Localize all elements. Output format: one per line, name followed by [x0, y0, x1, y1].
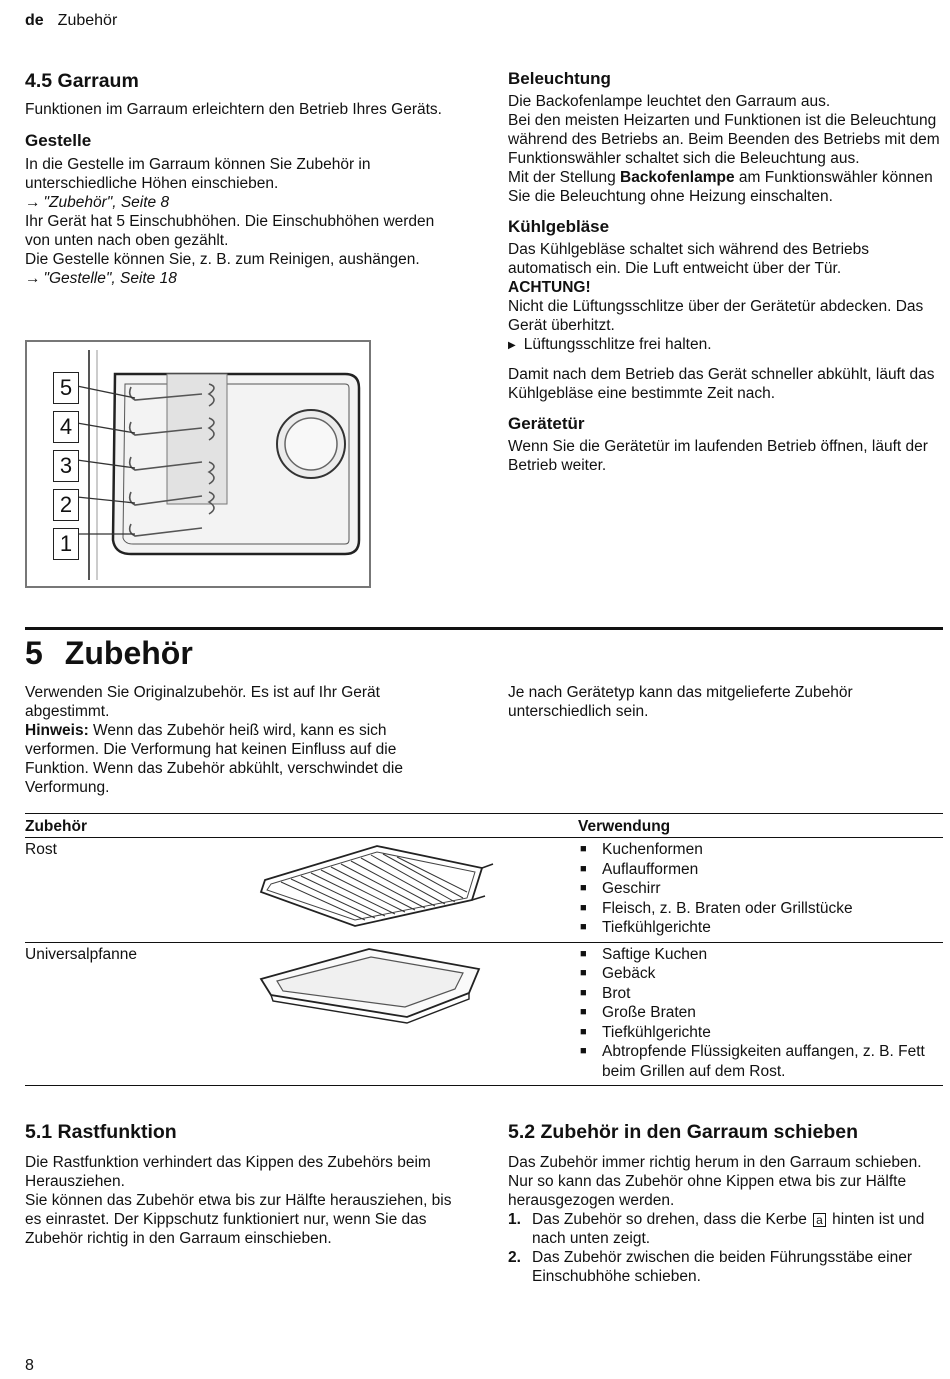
- section-intro: Funktionen im Garraum erleichtern den Betrieb Ihres Geräts.: [25, 101, 442, 118]
- gestelle-ref-1[interactable]: [25, 193, 455, 212]
- beleuchtung-text-3: [508, 168, 943, 206]
- chapter-hint: [25, 721, 457, 797]
- list-item: ■ Abtropfende Flüssigkeiten auffangen, z. B. Fett beim Grillen auf dem Rost.: [578, 1042, 943, 1081]
- schieben-text: Das Zubehör immer richtig herum in den Garraum schieben. Nur so kann das Zubehör ohne Kippen etwa bis zur Hälfte herausgezogen werden.: [508, 1154, 922, 1209]
- gestelle-title: Gestelle: [25, 131, 92, 150]
- chapter-text-1: Verwenden Sie Originalzubehör. Es ist auf Ihr Gerät abgestimmt.: [25, 684, 380, 720]
- section-5-2: [508, 1120, 943, 1286]
- rost-drawing: [257, 840, 557, 930]
- rast-text-1: Die Rastfunktion verhindert das Kippen des Zubehörs beim Herausziehen.: [25, 1154, 431, 1190]
- triangle-right-icon: ▶: [508, 340, 516, 351]
- beleuchtung-text-1: Die Backofenlampe leuchtet den Garraum aus.: [508, 93, 831, 110]
- section-4-5: [25, 69, 455, 288]
- section-title: 4.5 Garraum: [25, 70, 139, 92]
- uses-list: [578, 945, 943, 1082]
- ref-link-gestelle[interactable]: "Gestelle", Seite 18: [43, 270, 177, 287]
- gestelle-ref-2[interactable]: [25, 269, 455, 288]
- rack-level-labels: [53, 372, 79, 560]
- accessory-uses: [578, 838, 943, 943]
- uses-list: [578, 840, 943, 938]
- kuehl-text-2: Nicht die Lüftungsschlitze über der Gerätetür abdecken. Das Gerät überhitzt.: [508, 298, 924, 334]
- backofenlampe-term: Backofenlampe: [620, 169, 735, 186]
- col-header-zubehoer: Zubehör: [25, 814, 578, 838]
- tuer-text: Wenn Sie die Gerätetür im laufenden Betrieb öffnen, läuft der Betrieb weiter.: [508, 438, 928, 474]
- beleuchtung-text-3c: am Funktionswähler können Sie die Beleuchtung ohne Heizung einschalten.: [508, 169, 933, 205]
- list-item: ■ Große Braten: [578, 1003, 943, 1023]
- list-item: ■ Auflaufformen: [578, 860, 943, 880]
- arrow-right-icon: →: [25, 194, 41, 211]
- beleuchtung-title: Beleuchtung: [508, 69, 611, 88]
- chapter-title-text: Zubehör: [64, 635, 193, 671]
- arrow-right-icon: →: [25, 270, 41, 287]
- accessory-name: Universalpfanne: [25, 942, 257, 1086]
- col-header-verwendung: Verwendung: [578, 814, 943, 838]
- gestelle-text-2: Ihr Gerät hat 5 Einschubhöhen. Die Einschubhöhen werden von unten nach oben gezählt.: [25, 213, 435, 249]
- section-title: 5.2 Zubehör in den Garraum schieben: [508, 1121, 859, 1143]
- chapter-number: 5: [25, 635, 43, 671]
- steps-list: [508, 1210, 943, 1286]
- list-item: ■ Fleisch, z. B. Braten oder Grillstücke: [578, 899, 943, 919]
- step-text: Das Zubehör zwischen die beiden Führungsstäbe einer Einschubhöhe schieben.: [532, 1249, 912, 1285]
- rack-level-2: 2: [53, 489, 79, 521]
- rack-level-5: 5: [53, 372, 79, 404]
- step-text: hinten ist und nach unten zeigt.: [532, 1211, 925, 1247]
- chapter-title: [25, 634, 193, 672]
- list-item: ■ Tiefkühlgerichte: [578, 918, 943, 938]
- accessories-table: [25, 813, 943, 1086]
- chapter-text-right: Je nach Gerätetyp kann das mitgelieferte Zubehör unterschiedlich sein.: [508, 684, 853, 720]
- page-header: [25, 11, 117, 30]
- rast-text-2: Sie können das Zubehör etwa bis zur Hälfte herausziehen, bis es einrastet. Der Kippschutz funktioniert nur, wenn Sie das Zubehör richtig in den Garraum einschieben.: [25, 1192, 452, 1247]
- rack-level-1: 1: [53, 528, 79, 560]
- list-item: [508, 1210, 943, 1248]
- header-title: Zubehör: [57, 12, 118, 29]
- step-text: Das Zubehör so drehen, dass die Kerbe: [532, 1211, 812, 1228]
- geraetetuer-title: Gerätetür: [508, 414, 585, 433]
- hint-text: Wenn das Zubehör heiß wird, kann es sich verformen. Die Verformung hat keinen Einfluss auf die Funktion. Wenn das Zubehör abkühlt, verschwindet die Verformung.: [25, 722, 403, 796]
- beleuchtung-text-2: Bei den meisten Heizarten und Funktionen ist die Beleuchtung während des Betriebs an. Beim Beenden des Betriebs mit dem Funktionswähler schaltet sich die Beleuchtung aus.: [508, 112, 940, 167]
- rost-image-cell: [257, 838, 578, 943]
- beleuchtung-text-3a: Mit der Stellung: [508, 169, 620, 186]
- section-5-1: [25, 1120, 457, 1248]
- kuehl-text-1: Das Kühlgebläse schaltet sich während des Betriebs automatisch ein. Die Luft entweicht über der Tür.: [508, 241, 870, 277]
- list-item: ■ Kuchenformen: [578, 840, 943, 860]
- chapter-rule: [25, 627, 943, 630]
- list-item: ■ Geschirr: [578, 879, 943, 899]
- step-number: 1.: [508, 1211, 521, 1228]
- table-row: [25, 838, 943, 943]
- section-title: 5.1 Rastfunktion: [25, 1121, 177, 1143]
- chapter-intro-left: [25, 683, 457, 797]
- list-item: ■ Tiefkühlgerichte: [578, 1023, 943, 1043]
- list-item: [508, 1248, 943, 1286]
- gestelle-text-1: In die Gestelle im Garraum können Sie Zubehör in unterschiedliche Höhen einschieben.: [25, 156, 371, 192]
- list-item: ■ Brot: [578, 984, 943, 1004]
- hint-label: Hinweis:: [25, 722, 89, 739]
- oven-rack-illustration: [25, 340, 371, 588]
- rack-level-4: 4: [53, 411, 79, 443]
- right-column-top: [508, 68, 943, 475]
- language-code: de: [25, 12, 44, 29]
- kuehlgeblaese-title: Kühlgebläse: [508, 217, 610, 236]
- kuehl-text-3: Damit nach dem Betrieb das Gerät schneller abkühlt, läuft das Kühlgebläse eine bestimmte Zeit nach.: [508, 366, 935, 402]
- warning-label: ACHTUNG!: [508, 279, 591, 296]
- accessory-uses: [578, 942, 943, 1086]
- kerbe-symbol: a: [813, 1213, 826, 1227]
- page-number: 8: [25, 1357, 34, 1374]
- universalpfanne-drawing: [257, 945, 557, 1025]
- step-number: 2.: [508, 1249, 521, 1266]
- gestelle-text-3: Die Gestelle können Sie, z. B. zum Reinigen, aushängen.: [25, 251, 420, 268]
- kuehl-step-text: Lüftungsschlitze frei halten.: [523, 336, 712, 353]
- table-row: [25, 942, 943, 1086]
- universalpfanne-image-cell: [257, 942, 578, 1086]
- ref-link-zubehoer[interactable]: "Zubehör", Seite 8: [43, 194, 170, 211]
- accessory-name: Rost: [25, 838, 257, 943]
- rack-level-3: 3: [53, 450, 79, 482]
- kuehl-step: [508, 335, 943, 356]
- chapter-intro-right: [508, 683, 943, 721]
- list-item: ■ Gebäck: [578, 964, 943, 984]
- list-item: ■ Saftige Kuchen: [578, 945, 943, 965]
- table-header-row: [25, 814, 943, 838]
